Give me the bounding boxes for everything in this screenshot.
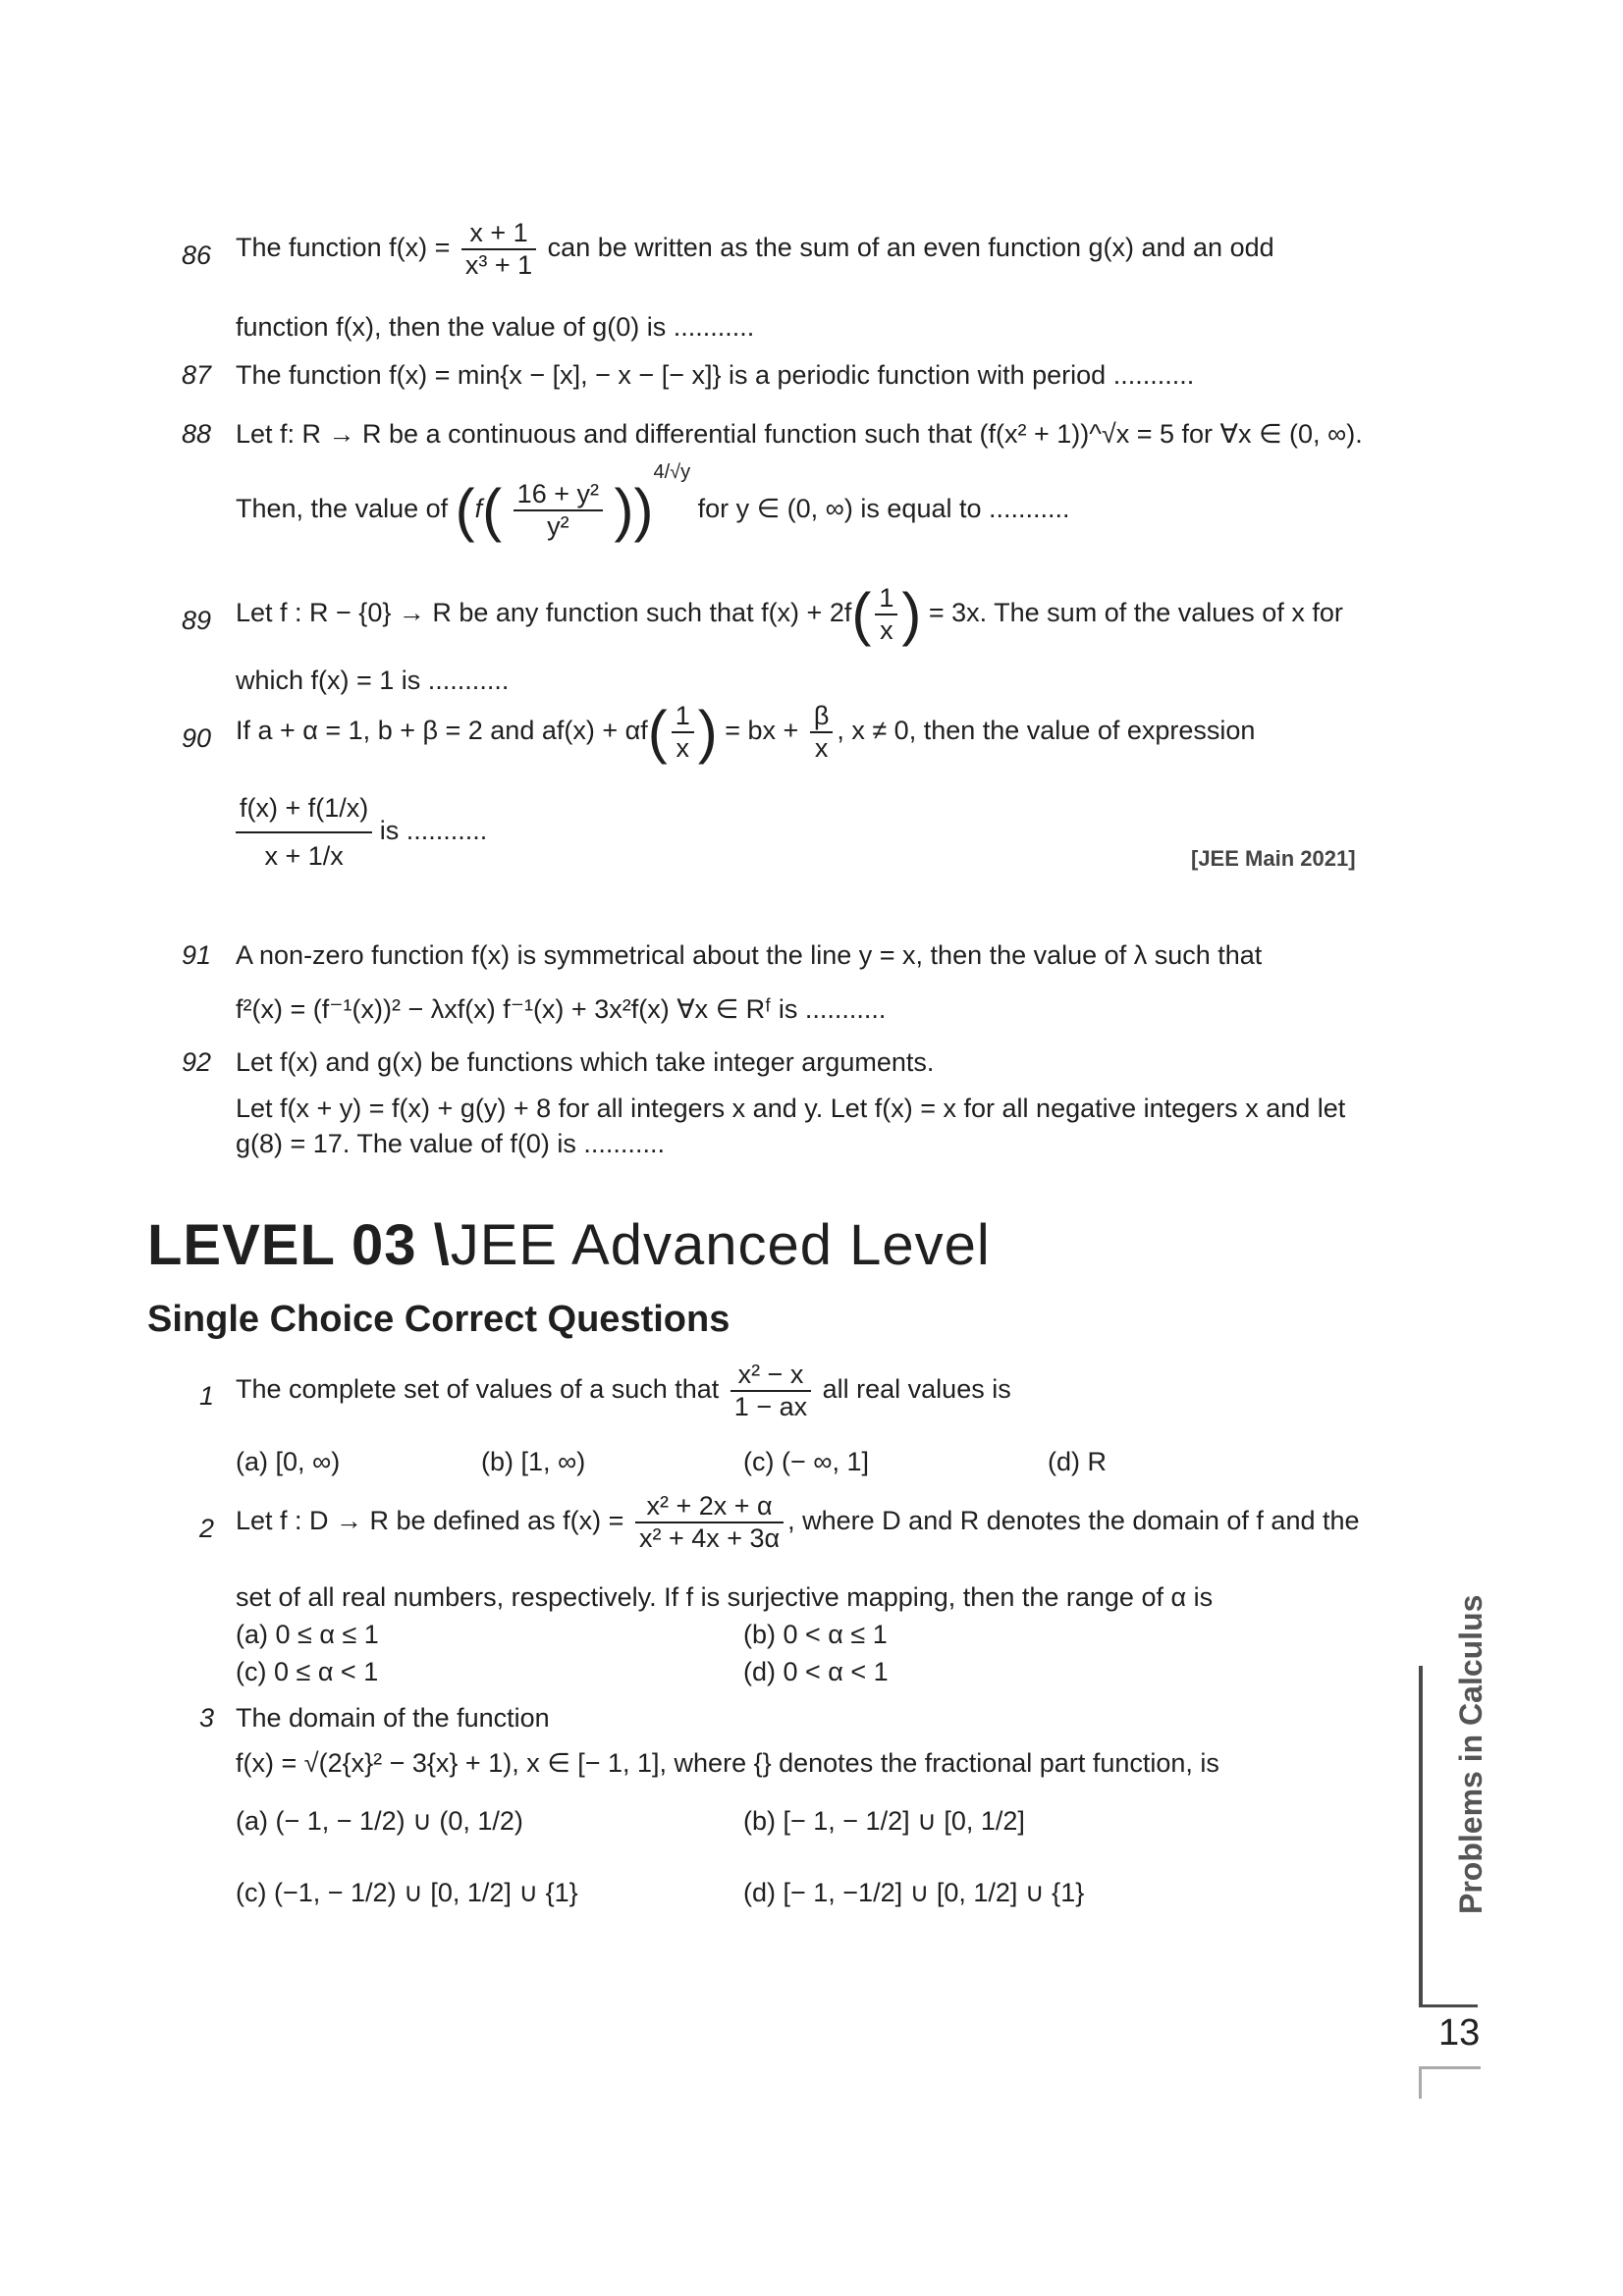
q88-text-1: Let f: R → R be a continuous and differential function such that (f(x² + 1))^√x = 5 for ∀x ∈ (0, ∞). [236, 419, 1363, 449]
exam-tag: [JEE Main 2021] [1191, 846, 1356, 871]
q89-denominator: x [875, 614, 897, 646]
page-number-rule [1419, 2004, 1478, 2007]
q90-expression-denominator: x + 1/x [236, 831, 372, 880]
s3-text-1: The domain of the function [236, 1703, 550, 1733]
paren: ) [697, 699, 718, 766]
q89-text-3: which f(x) = 1 is ........... [236, 666, 510, 695]
q90-numerator: 1 [675, 701, 690, 730]
s1-text-1: The complete set of values of a such that [236, 1374, 720, 1405]
page-number: 13 [1438, 2012, 1481, 2054]
q89-text-1: Let f : R − {0} → R be any function such that f(x) + 2f [236, 598, 852, 628]
q90-expression-fraction [236, 785, 372, 880]
s3-text-2: f(x) = √(2{x}² − 3{x} + 1), x ∈ [− 1, 1], where {} denotes the fractional part function, is [236, 1748, 1219, 1778]
single-question-2 [236, 1491, 1360, 1554]
q90-beta-fraction [810, 701, 834, 764]
option-b[interactable]: (b) 0 < α ≤ 1 [743, 1620, 888, 1649]
q88-numerator: 16 + y² [516, 478, 599, 508]
option-c[interactable]: (c) (−1, − 1/2) ∪ [0, 1/2] ∪ {1} [236, 1878, 578, 1907]
q92-text-3: g(8) = 17. The value of f(0) is ........... [236, 1129, 665, 1158]
q86-text-1: The function f(x) = [236, 233, 451, 263]
section-title: Single Choice Correct Questions [147, 1299, 730, 1340]
question-number: 2 [199, 1514, 215, 1543]
q88-power: 4/√y [653, 461, 691, 483]
level-heading [147, 1212, 991, 1278]
level-number: LEVEL 03 [147, 1213, 417, 1277]
q90-fraction [672, 701, 694, 764]
question-89 [236, 583, 1343, 646]
option-c[interactable]: (c) (− ∞, 1] [743, 1447, 870, 1476]
s1-text-2: all real values is [822, 1374, 1011, 1405]
s2-fraction [635, 1491, 784, 1554]
q88-fraction [514, 479, 603, 542]
book-title-vertical: Problems in Calculus [1453, 1594, 1488, 1914]
option-c[interactable]: (c) 0 ≤ α < 1 [236, 1657, 379, 1686]
option-d[interactable]: (d) 0 < α < 1 [743, 1657, 889, 1686]
question-number: 1 [199, 1381, 215, 1411]
option-a[interactable]: (a) 0 ≤ α ≤ 1 [236, 1620, 379, 1649]
q86-text-2: can be written as the sum of an even function g(x) and an odd [547, 233, 1274, 263]
s2-text-2: , where D and R denotes the domain of f and the [787, 1506, 1360, 1536]
question-number: 3 [199, 1703, 215, 1733]
side-bar [1419, 1666, 1423, 2004]
paren: ) [614, 476, 634, 543]
s2-text-1: Let f : D → R be defined as f(x) = [236, 1506, 624, 1536]
question-number: 88 [182, 419, 212, 449]
q90-text-4: is ........... [379, 816, 488, 846]
s2-text-3: set of all real numbers, respectively. If f is surjective mapping, then the range of α is [236, 1582, 1214, 1612]
level-separator: \ [433, 1213, 451, 1277]
option-d[interactable]: (d) R [1048, 1447, 1107, 1476]
q90-text-1: If a + α = 1, b + β = 2 and af(x) + αf [236, 716, 648, 746]
q92-text-2: Let f(x + y) = f(x) + g(y) + 8 for all integers x and y. Let f(x) = x for all negative integers x and let [236, 1094, 1346, 1123]
question-number: 87 [182, 360, 212, 390]
q88-text-2: Then, the value of [236, 494, 449, 523]
q90-expression-numerator: f(x) + f(1/x) [240, 793, 369, 823]
q86-fraction [461, 218, 536, 281]
question-number: 86 [182, 240, 212, 270]
question-number: 89 [182, 606, 212, 635]
option-b[interactable]: (b) [− 1, − 1/2] ∪ [0, 1/2] [743, 1806, 1025, 1836]
paren: ( [851, 581, 872, 648]
question-88-expression: Then, the value of (f( $\frac{\text{16 + y²}}{\text{y²}}$ ))$^{4/√y}$ for y ∈ (0, ∞) is equal to ........... [236, 461, 1070, 543]
paren: ( [455, 476, 475, 543]
q86-denominator: x³ + 1 [461, 248, 536, 281]
q90-text-3: , x ≠ 0, then the value of expression [837, 716, 1256, 746]
single-question-1 [236, 1360, 1011, 1422]
q91-text-1: A non-zero function f(x) is symmetrical about the line y = x, then the value of λ such that [236, 940, 1263, 970]
question-86 [236, 218, 1274, 281]
paren: ( [647, 699, 668, 766]
question-number: 91 [182, 940, 212, 970]
s1-fraction [730, 1360, 811, 1422]
option-d[interactable]: (d) [− 1, −1/2] ∪ [0, 1/2] ∪ {1} [743, 1878, 1085, 1907]
s1-denominator: 1 − ax [730, 1390, 811, 1422]
q90-denominator: x [672, 731, 694, 764]
q90-expression [236, 785, 487, 880]
x: x [810, 731, 834, 764]
q89-text-2: = 3x. The sum of the values of x for [928, 598, 1343, 628]
question-number: 92 [182, 1047, 212, 1077]
q88-denominator: y² [514, 509, 603, 542]
q86-text-3: function f(x), then the value of g(0) is ........... [236, 312, 755, 342]
option-a[interactable]: (a) [0, ∞) [236, 1447, 341, 1476]
q90-text-2: = bx + [725, 716, 799, 746]
question-90 [236, 701, 1255, 764]
q89-numerator: 1 [879, 583, 894, 613]
beta: β [813, 701, 830, 730]
s2-numerator: x² + 2x + α [646, 1491, 773, 1521]
q86-numerator: x + 1 [469, 218, 528, 247]
q88-text-3: for y ∈ (0, ∞) is equal to ........... [697, 494, 1070, 523]
s2-denominator: x² + 4x + 3α [635, 1522, 784, 1554]
paren: ) [633, 476, 654, 543]
q92-text-1: Let f(x) and g(x) be functions which take integer arguments. [236, 1047, 935, 1077]
question-87: The function f(x) = min{x − [x], − x − [− x]} is a periodic function with period ........... [236, 360, 1195, 390]
q91-text-2: f²(x) = (f⁻¹(x))² − λxf(x) f⁻¹(x) + 3x²f(x) ∀x ∈ Rᶠ is ........... [236, 994, 887, 1024]
corner-bracket [1419, 2066, 1481, 2099]
s1-numerator: x² − x [737, 1360, 804, 1389]
q89-fraction [875, 583, 897, 646]
option-b[interactable]: (b) [1, ∞) [481, 1447, 586, 1476]
level-name: JEE Advanced Level [450, 1213, 991, 1277]
paren: ( [482, 476, 503, 543]
option-a[interactable]: (a) (− 1, − 1/2) ∪ (0, 1/2) [236, 1806, 523, 1836]
question-number: 90 [182, 723, 212, 753]
paren: ) [901, 581, 922, 648]
